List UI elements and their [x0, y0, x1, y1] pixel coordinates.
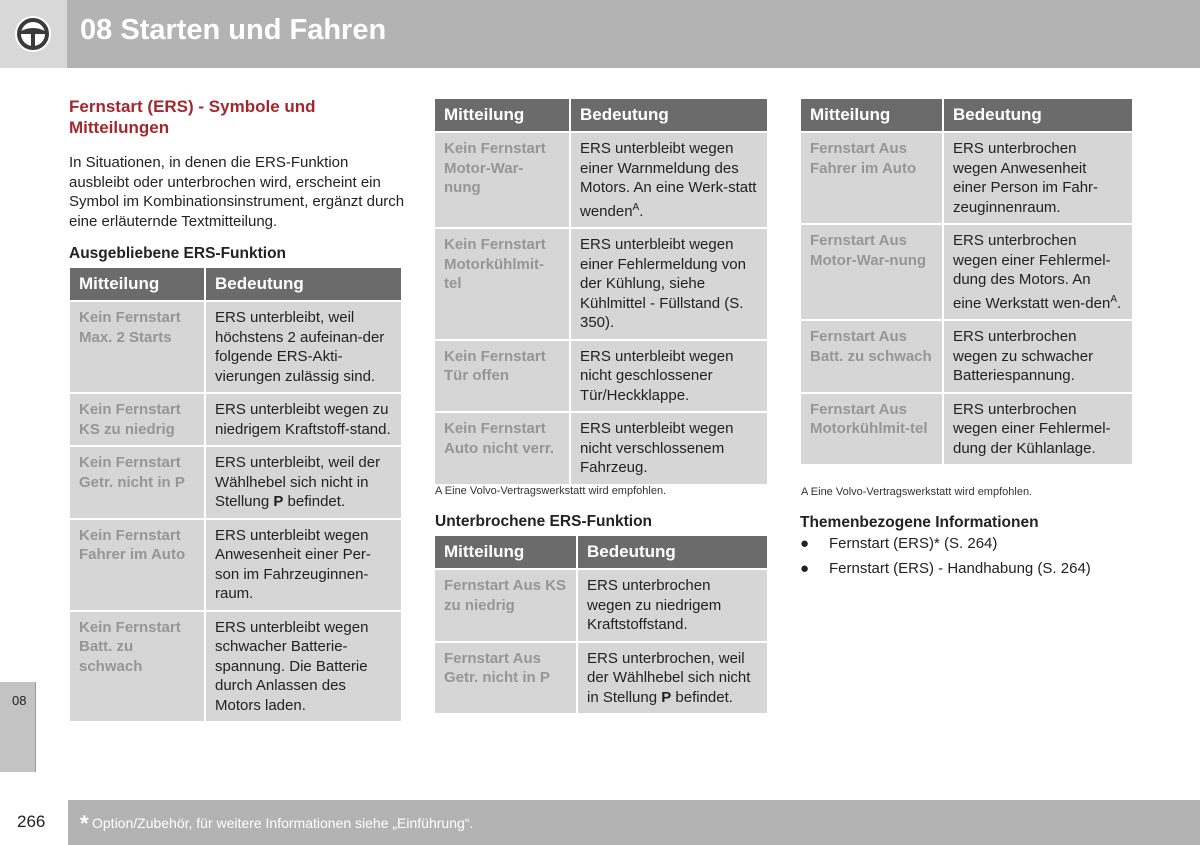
footer-note: Option/Zubehör, für weitere Informationen siehe „Einführung“.: [92, 815, 474, 831]
table-unterbrochene-ers-continued: [799, 97, 1134, 466]
message-cell: Fernstart Aus Fahrer im Auto: [800, 132, 943, 224]
meaning-cell: ERS unterbleibt, weil der Wählhebel sich nicht in Stellung P befindet.: [205, 446, 402, 519]
column-header-mitteilung: Mitteilung: [434, 98, 570, 132]
column-header-bedeutung: Bedeutung: [577, 535, 768, 569]
asterisk-icon: *: [80, 811, 89, 836]
related-list: [800, 534, 1160, 583]
meaning-cell: ERS unterbrochen wegen einer Fehlermel-dung der Kühlanlage.: [943, 393, 1133, 466]
message-cell: Kein Fernstart Fahrer im Auto: [69, 519, 205, 611]
footnote: A Eine Volvo-Vertragswerkstatt wird empfohlen.: [435, 485, 667, 497]
table-row: [69, 393, 402, 446]
bullet-icon: ●: [800, 535, 810, 552]
related-link-label: Fernstart (ERS)* (S. 264): [829, 535, 998, 552]
related-link-label: Fernstart (ERS) - Handhabung (S. 264): [829, 559, 1091, 577]
gear-position-letter: P: [661, 688, 672, 706]
chapter-icon-box: [0, 0, 67, 68]
table-row: [800, 320, 1133, 393]
intro-paragraph: In Situationen, in denen die ERS-Funktion ausbleibt oder unterbrochen wird, erscheint ein Symbol im Kombinationsinstrument, ergänzt durch eine erläuternde Textmitteilung.: [69, 154, 405, 230]
column-header-mitteilung: Mitteilung: [69, 267, 205, 301]
column-header-bedeutung: Bedeutung: [205, 267, 402, 301]
table-row: [69, 301, 402, 393]
table3-heading: Unterbrochene ERS-Funktion: [435, 513, 653, 530]
message-cell: Fernstart Aus Getr. nicht in P: [434, 642, 577, 715]
meaning-cell: ERS unterbrochen wegen einer Fehlermel-dung des Motors. An eine Werkstatt wen-den$^A$.: [943, 224, 1133, 320]
meaning-cell: ERS unterbrochen, weil der Wählhebel sich nicht in Stellung P befindet.: [577, 642, 768, 715]
table-ausgebliebene-ers-continued: [433, 97, 769, 486]
table-row: [434, 132, 768, 228]
message-cell: Kein Fernstart Tür offen: [434, 340, 570, 413]
meaning-cell: ERS unterbrochen wegen zu schwacher Batteriespannung.: [943, 320, 1133, 393]
related-heading: Themenbezogene Informationen: [800, 514, 1039, 531]
table-row: [434, 228, 768, 340]
gear-position-letter: P: [273, 493, 284, 510]
table-row: [69, 611, 402, 723]
table-row: [800, 132, 1133, 224]
related-link[interactable]: [800, 534, 1160, 553]
column-header-bedeutung: Bedeutung: [570, 98, 768, 132]
steering-wheel-icon: [0, 0, 67, 68]
column-header-mitteilung: Mitteilung: [800, 98, 943, 132]
table-row: [800, 393, 1133, 466]
meaning-cell: ERS unterbleibt, weil höchstens 2 aufeinan-der folgende ERS-Akti-vierungen zulässig sind.: [205, 301, 402, 393]
table-row: [434, 412, 768, 485]
meaning-cell: ERS unterbleibt wegen einer Fehlermeldung von der Kühlung, siehe Kühlmittel - Füllstand (S. 350).: [570, 228, 768, 340]
section-title: Fernstart (ERS) - Symbole und Mitteilungen: [69, 97, 316, 137]
table-row: [434, 642, 768, 715]
meaning-cell: ERS unterbleibt wegen schwacher Batterie-spannung. Die Batterie durch Anlassen des Motors laden.: [205, 611, 402, 723]
chapter-title: 08 Starten und Fahren: [80, 14, 387, 46]
meaning-cell: ERS unterbrochen wegen Anwesenheit einer Person im Fahr-zeuginnenraum.: [943, 132, 1133, 224]
message-cell: Kein Fernstart Max. 2 Starts: [69, 301, 205, 393]
table-row: [434, 569, 768, 642]
message-cell: Kein Fernstart Motorkühlmit-tel: [434, 228, 570, 340]
chapter-side-tab: [0, 682, 36, 772]
table-row: [434, 340, 768, 413]
table-ausgebliebene-ers: [68, 266, 403, 723]
meaning-cell: ERS unterbleibt wegen nicht geschlossener Tür/Heckklappe.: [570, 340, 768, 413]
table-row: [69, 446, 402, 519]
meaning-cell: ERS unterbleibt wegen zu niedrigem Kraftstoff-stand.: [205, 393, 402, 446]
message-cell: Kein Fernstart Auto nicht verr.: [434, 412, 570, 485]
table-row: [800, 224, 1133, 320]
related-link[interactable]: [800, 559, 1160, 578]
meaning-cell: ERS unterbleibt wegen einer Warnmeldung des Motors. An eine Werk-statt wenden$^A$.: [570, 132, 768, 228]
message-cell: Fernstart Aus Motor-War-nung: [800, 224, 943, 320]
message-cell: Kein Fernstart Motor-War-nung: [434, 132, 570, 228]
column-header-bedeutung: Bedeutung: [943, 98, 1133, 132]
message-cell: Kein Fernstart Getr. nicht in P: [69, 446, 205, 519]
footnote-marker: A: [632, 201, 640, 213]
message-cell: Fernstart Aus Batt. zu schwach: [800, 320, 943, 393]
message-cell: Fernstart Aus Motorkühlmit-tel: [800, 393, 943, 466]
chapter-header: [0, 0, 1200, 68]
footnote-marker: A: [1110, 293, 1117, 305]
message-cell: Fernstart Aus KS zu niedrig: [434, 569, 577, 642]
table1-heading: Ausgebliebene ERS-Funktion: [69, 245, 287, 262]
column-header-mitteilung: Mitteilung: [434, 535, 577, 569]
bullet-icon: ●: [800, 559, 810, 577]
meaning-cell: ERS unterbrochen wegen zu niedrigem Kraftstoffstand.: [577, 569, 768, 642]
chapter-tab-label: 08: [12, 693, 27, 708]
footer-bar: [68, 800, 1200, 845]
table-row: [69, 519, 402, 611]
meaning-cell: ERS unterbleibt wegen Anwesenheit einer Per-son im Fahrzeuginnen-raum.: [205, 519, 402, 611]
message-cell: Kein Fernstart Batt. zu schwach: [69, 611, 205, 723]
page-number: 266: [17, 812, 46, 831]
table-unterbrochene-ers: [433, 534, 769, 715]
meaning-cell: ERS unterbleibt wegen nicht verschlossenem Fahrzeug.: [570, 412, 768, 485]
footnote: A Eine Volvo-Vertragswerkstatt wird empfohlen.: [801, 486, 1033, 498]
message-cell: Kein Fernstart KS zu niedrig: [69, 393, 205, 446]
